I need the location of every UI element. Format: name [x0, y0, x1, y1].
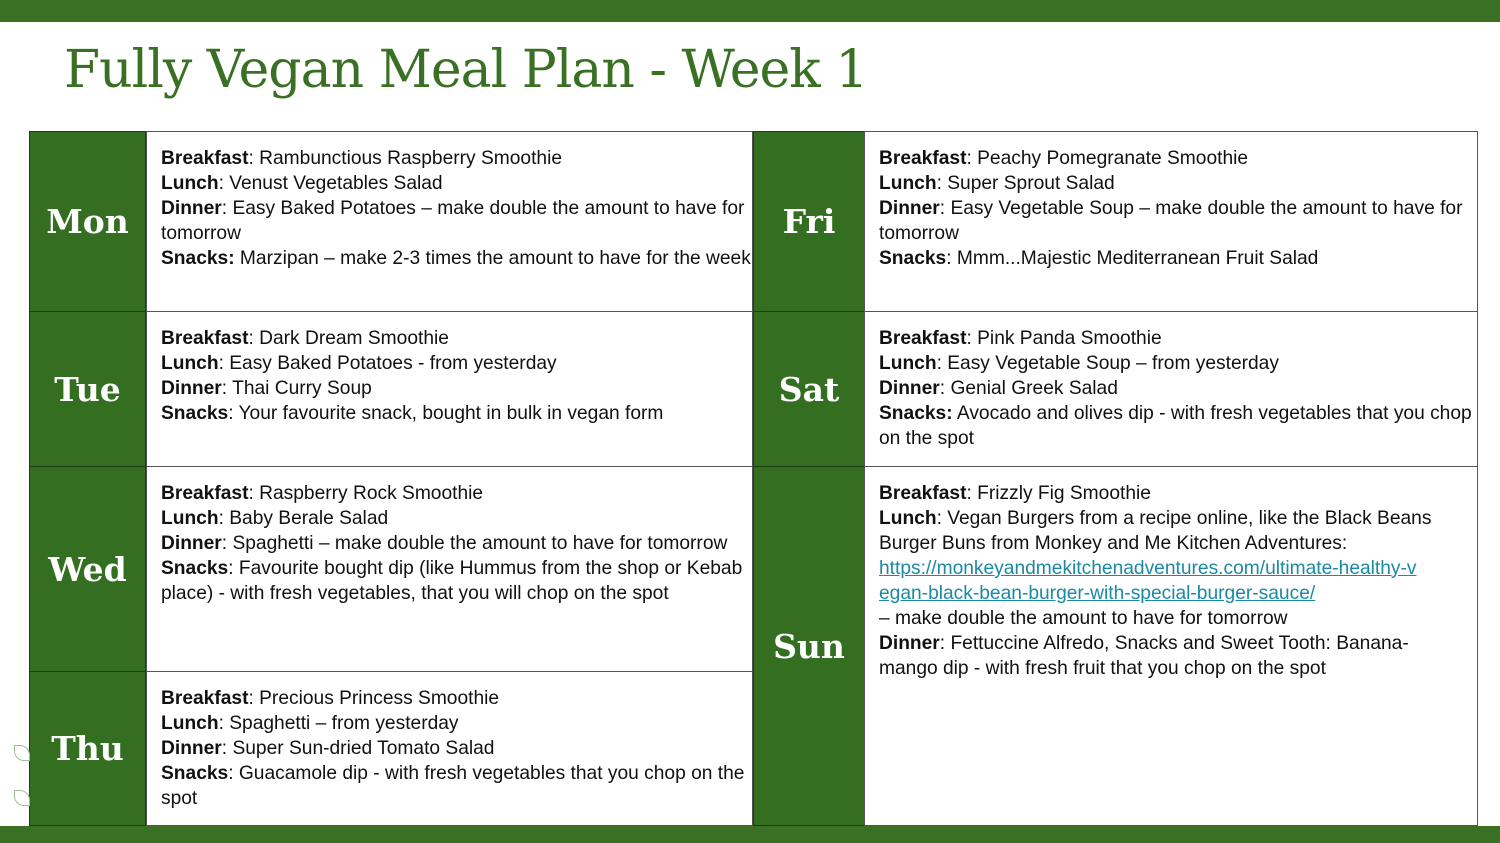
- day-label-fri: Fri: [753, 131, 865, 312]
- breakfast-line: Breakfast: Peachy Pomegranate Smoothie: [879, 148, 1249, 169]
- day-label-sat: Sat: [753, 311, 865, 467]
- meal-cell-mon: [146, 131, 753, 312]
- dinner-line: Dinner: Thai Curry Soup: [161, 378, 372, 399]
- meal-cell-tue: [146, 311, 753, 467]
- meal-cell-fri: [864, 131, 1478, 312]
- meal-cell-wed: [146, 466, 753, 672]
- lunch-line: Lunch: Baby Berale Salad: [161, 508, 389, 529]
- breakfast-line: Breakfast: Rambunctious Raspberry Smoothie: [161, 148, 563, 169]
- page-title: Fully Vegan Meal Plan - Week 1: [64, 40, 868, 100]
- leaf-decoration-icon: [14, 745, 30, 761]
- dinner-line: Dinner: Easy Vegetable Soup – make double the amount to have for tomorrow: [879, 198, 1463, 244]
- snacks-line: Snacks: Guacamole dip - with fresh vegetables that you chop on the spot: [161, 763, 745, 809]
- day-label-mon: Mon: [29, 131, 146, 312]
- bottom-bar: [0, 826, 1500, 843]
- lunch-line: Lunch: Venust Vegetables Salad: [161, 173, 443, 194]
- breakfast-line: Breakfast: Frizzly Fig Smoothie: [879, 483, 1151, 504]
- dinner-line: Dinner: Super Sun-dried Tomato Salad: [161, 738, 495, 759]
- dinner-line: Dinner: Genial Greek Salad: [879, 378, 1118, 399]
- snacks-line: Snacks: Favourite bought dip (like Hummus from the shop or Kebab place) - with fresh vegetables, that you will chop on the spot: [161, 558, 743, 604]
- snacks-line: Snacks: Your favourite snack, bought in bulk in vegan form: [161, 403, 664, 424]
- leaf-decoration-icon: [14, 790, 30, 806]
- recipe-link[interactable]: https://monkeyandmekitchenadventures.com/ultimate-healthy-v egan-black-bean-burger-with-special-burger-sauce/: [879, 558, 1417, 604]
- day-label-sun: Sun: [753, 466, 865, 826]
- top-bar: [0, 0, 1500, 22]
- lunch-line: Lunch: Easy Vegetable Soup – from yesterday: [879, 353, 1279, 374]
- day-label-tue: Tue: [29, 311, 146, 467]
- lunch-line: Lunch: Easy Baked Potatoes - from yesterday: [161, 353, 557, 374]
- snacks-line: Snacks: Marzipan – make 2-3 times the amount to have for the week: [161, 248, 751, 269]
- breakfast-line: Breakfast: Precious Princess Smoothie: [161, 688, 500, 709]
- lunch-note: – make double the amount to have for tomorrow: [879, 608, 1288, 629]
- dinner-line: Dinner: Easy Baked Potatoes – make double the amount to have for tomorrow: [161, 198, 745, 244]
- breakfast-line: Breakfast: Dark Dream Smoothie: [161, 328, 449, 349]
- day-label-wed: Wed: [29, 466, 146, 672]
- lunch-line: Lunch: Spaghetti – from yesterday: [161, 713, 459, 734]
- snacks-line: Snacks: Mmm...Majestic Mediterranean Fruit Salad: [879, 248, 1319, 269]
- day-label-thu: Thu: [29, 671, 146, 826]
- lunch-line: Lunch: Vegan Burgers from a recipe online, like the Black Beans Burger Buns from Monkey and Me Kitchen Adventures:: [879, 508, 1432, 554]
- meal-cell-sun: [864, 466, 1478, 826]
- meal-cell-thu: [146, 671, 753, 826]
- dinner-line: Dinner: Fettuccine Alfredo, Snacks and Sweet Tooth: Banana-mango dip - with fresh fruit that you chop on the spot: [879, 633, 1409, 679]
- breakfast-line: Breakfast: Raspberry Rock Smoothie: [161, 483, 484, 504]
- lunch-line: Lunch: Super Sprout Salad: [879, 173, 1115, 194]
- snacks-line: Snacks: Avocado and olives dip - with fresh vegetables that you chop on the spot: [879, 403, 1472, 449]
- breakfast-line: Breakfast: Pink Panda Smoothie: [879, 328, 1162, 349]
- dinner-line: Dinner: Spaghetti – make double the amount to have for tomorrow: [161, 533, 728, 554]
- meal-cell-sat: [864, 311, 1478, 467]
